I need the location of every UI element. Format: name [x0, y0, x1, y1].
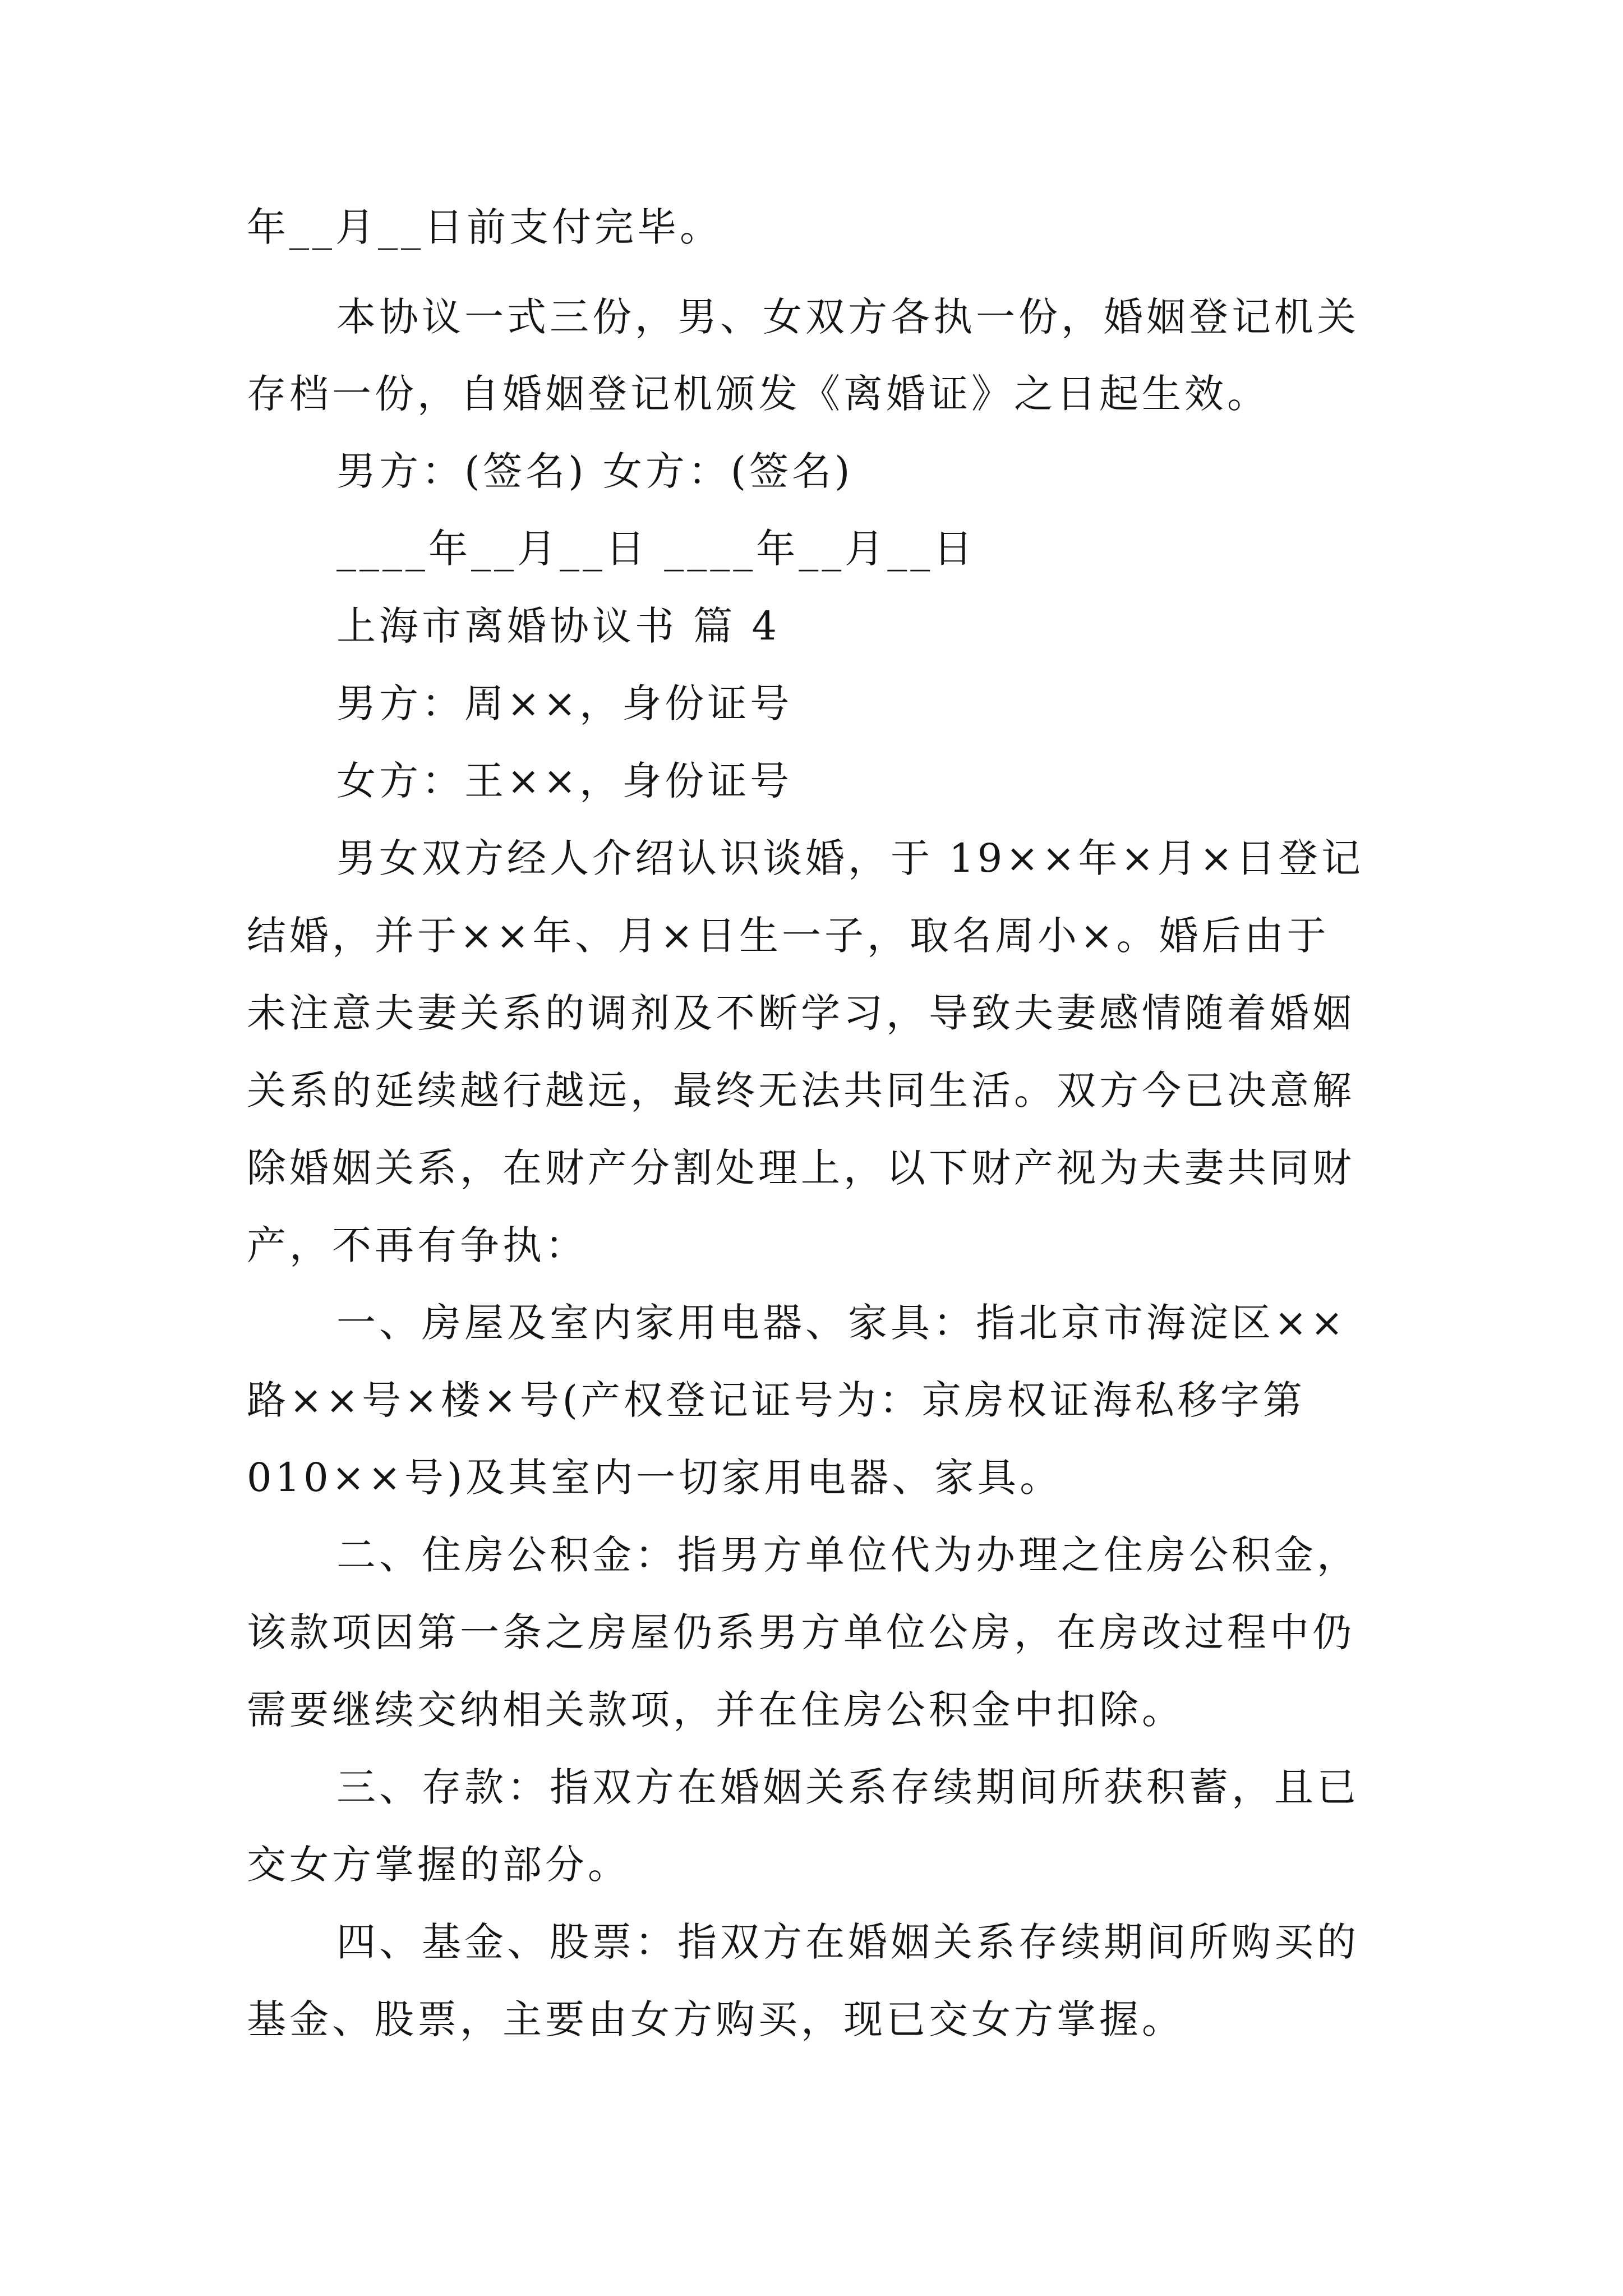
text-line: 四、基金、股票：指双方在婚姻关系存续期间所购买的 — [336, 1919, 1359, 1965]
text-line: 产，不再有争执： — [247, 1222, 588, 1268]
text-line: 关系的延续越行越远，最终无法共同生活。双方今已决意解 — [247, 1068, 1355, 1114]
party-line-female: 女方：王××，身份证号 — [336, 758, 793, 804]
text-line: 010××号)及其室内一切家用电器、家具。 — [247, 1455, 1063, 1501]
date-line: ____年__月__日 ____年__月__日 — [336, 526, 976, 572]
text-line: 二、住房公积金：指男方单位代为办理之住房公积金， — [336, 1532, 1359, 1578]
text-line: 需要继续交纳相关款项，并在住房公积金中扣除。 — [247, 1687, 1184, 1733]
text-line: 存档一份，自婚姻登记机颁发《离婚证》之日起生效。 — [247, 371, 1270, 417]
section-title: 上海市离婚协议书 篇 4 — [336, 603, 781, 649]
text-line: 除婚姻关系，在财产分割处理上，以下财产视为夫妻共同财 — [247, 1145, 1355, 1191]
signature-line: 男方：(签名) 女方：(签名) — [336, 448, 854, 494]
text-line: 年__月__日前支付完毕。 — [247, 204, 722, 250]
text-line: 本协议一式三份，男、女双方各执一份，婚姻登记机关 — [336, 294, 1359, 340]
party-line-male: 男方：周××，身份证号 — [336, 680, 793, 726]
text-line: 三、存款：指双方在婚姻关系存续期间所获积蓄，且已 — [336, 1764, 1359, 1810]
text-line: 未注意夫妻关系的调剂及不断学习，导致夫妻感情随着婚姻 — [247, 990, 1355, 1036]
text-line: 路××号×楼×号(产权登记证号为：京房权证海私移字第 — [247, 1377, 1306, 1423]
text-line: 一、房屋及室内家用电器、家具：指北京市海淀区×× — [336, 1300, 1347, 1346]
text-line: 交女方掌握的部分。 — [247, 1842, 630, 1888]
text-line: 结婚，并于××年、月×日生一子，取名周小×。婚后由于 — [247, 913, 1330, 959]
text-line: 该款项因第一条之房屋仍系男方单位公房，在房改过程中仍 — [247, 1609, 1355, 1655]
text-line: 基金、股票，主要由女方购买，现已交女方掌握。 — [247, 1996, 1184, 2042]
text-line: 男女双方经人介绍认识谈婚，于 19××年×月×日登记 — [336, 835, 1364, 881]
